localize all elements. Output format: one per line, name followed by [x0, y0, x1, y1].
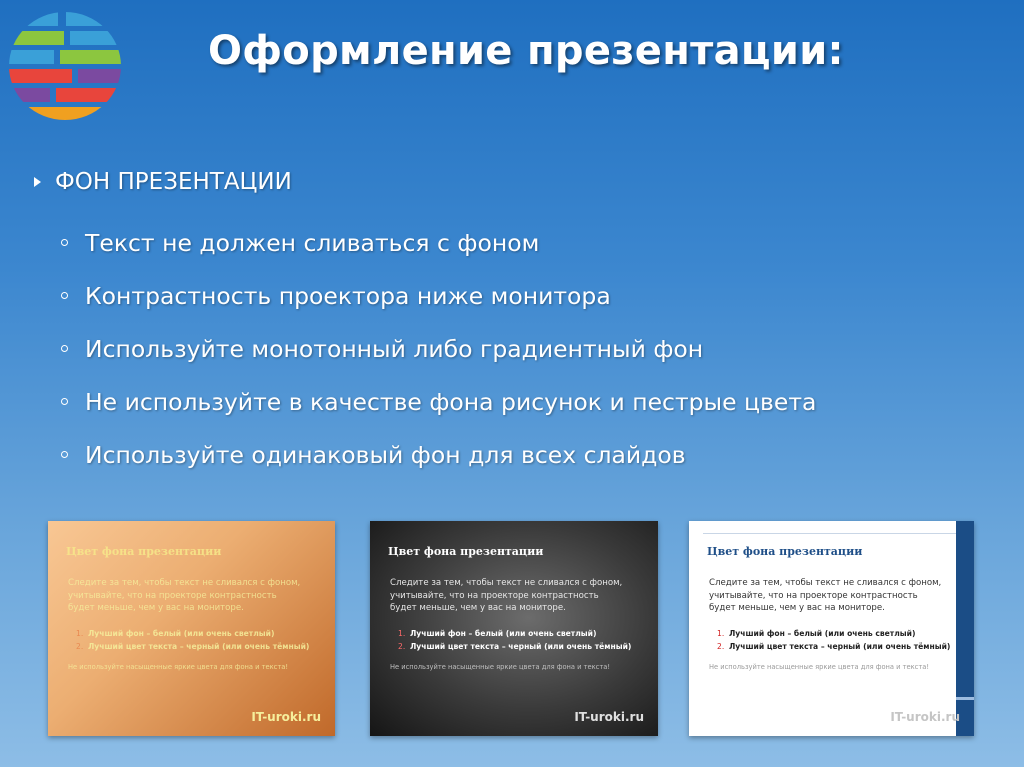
example-paragraph-line: Следите за тем, чтобы текст не сливался с фоном, — [390, 578, 623, 588]
example-slide-note: Не используйте насыщенные яркие цвета для фона и текста! — [68, 663, 289, 671]
example-list-number: 1. — [398, 629, 406, 638]
example-slide-title: Цвет фона презентации — [66, 545, 222, 558]
example-list-number: 2. — [76, 642, 84, 651]
example-paragraph-line: Следите за тем, чтобы текст не сливался с фоном, — [709, 578, 942, 588]
sub-bullet-list — [30, 216, 990, 481]
example-slide-brand: IT-uroki.ru — [890, 710, 960, 724]
example-paragraph-line: учитывайте, что на проекторе контрастность — [68, 590, 277, 601]
sub-bullet — [30, 269, 990, 322]
sub-bullet-text: Не используйте в качестве фона рисунок и пестрые цвета — [85, 387, 817, 416]
striped-globe-icon — [6, 10, 124, 122]
example-paragraph-line: учитывайте, что на проекторе контрастность — [390, 590, 599, 601]
example-slide-divider — [703, 533, 956, 534]
example-slide-paragraph — [709, 577, 954, 615]
example-list-number: 1. — [76, 629, 84, 638]
example-list-text: Лучший цвет текста – черный (или очень тёмный) — [410, 642, 632, 651]
example-paragraph-line: Следите за тем, чтобы текст не сливался с фоном, — [68, 578, 301, 588]
sub-bullet — [30, 322, 990, 375]
example-list-item — [76, 627, 309, 640]
example-list-text: Лучший фон – белый (или очень светлый) — [729, 629, 916, 638]
example-slide-side-stripe — [956, 521, 974, 736]
example-slide-dark — [370, 521, 658, 736]
main-bullet — [30, 162, 990, 202]
example-slide-list — [76, 627, 309, 653]
circle-bullet-icon — [61, 292, 68, 299]
example-list-item — [717, 627, 950, 640]
sub-bullet-text: Используйте монотонный либо градиентный фон — [85, 334, 704, 363]
slide-title: Оформление презентации: — [208, 28, 844, 74]
circle-bullet-icon — [61, 345, 68, 352]
example-list-number: 2. — [717, 642, 725, 651]
example-slide-list — [717, 627, 950, 653]
example-paragraph-line: будет меньше, чем у вас на мониторе. — [709, 603, 885, 613]
example-slide-white — [689, 521, 974, 736]
example-paragraph-line: будет меньше, чем у вас на мониторе. — [390, 603, 566, 613]
example-paragraph-line: будет меньше, чем у вас на мониторе. — [68, 603, 244, 613]
example-list-item — [76, 640, 309, 653]
example-list-item — [398, 640, 631, 653]
circle-bullet-icon — [61, 451, 68, 458]
arrow-bullet-icon — [34, 177, 41, 187]
example-slide-note: Не используйте насыщенные яркие цвета для фона и текста! — [709, 663, 930, 671]
sub-bullet — [30, 428, 990, 481]
example-slide-orange — [48, 521, 335, 736]
example-list-number: 1. — [717, 629, 725, 638]
sub-bullet-text: Текст не должен сливаться с фоном — [85, 228, 540, 257]
sub-bullet-text: Контрастность проектора ниже монитора — [85, 281, 611, 310]
example-list-number: 2. — [398, 642, 406, 651]
example-slide-note: Не используйте насыщенные яркие цвета для фона и текста! — [390, 663, 611, 671]
sub-bullet — [30, 216, 990, 269]
example-list-text: Лучший фон – белый (или очень светлый) — [88, 629, 275, 638]
sub-bullet-text: Используйте одинаковый фон для всех слайдов — [85, 440, 686, 469]
example-list-text: Лучший фон – белый (или очень светлый) — [410, 629, 597, 638]
example-slide-brand: IT-uroki.ru — [251, 710, 321, 724]
example-list-item — [717, 640, 950, 653]
sub-bullet — [30, 375, 990, 428]
example-list-item — [398, 627, 631, 640]
example-slide-list — [398, 627, 631, 653]
example-slide-title: Цвет фона презентации — [707, 545, 863, 558]
example-slide-title: Цвет фона презентации — [388, 545, 544, 558]
example-slide-paragraph — [390, 577, 635, 615]
circle-bullet-icon — [61, 239, 68, 246]
example-slide-brand: IT-uroki.ru — [574, 710, 644, 724]
main-bullet-text: ФОН ПРЕЗЕНТАЦИИ — [55, 169, 292, 195]
example-slide-paragraph — [68, 577, 313, 615]
example-paragraph-line: учитывайте, что на проекторе контрастность — [709, 590, 918, 601]
bullet-list — [30, 162, 990, 481]
circle-bullet-icon — [61, 398, 68, 405]
example-list-text: Лучший цвет текста – черный (или очень тёмный) — [88, 642, 310, 651]
example-list-text: Лучший цвет текста – черный (или очень тёмный) — [729, 642, 951, 651]
